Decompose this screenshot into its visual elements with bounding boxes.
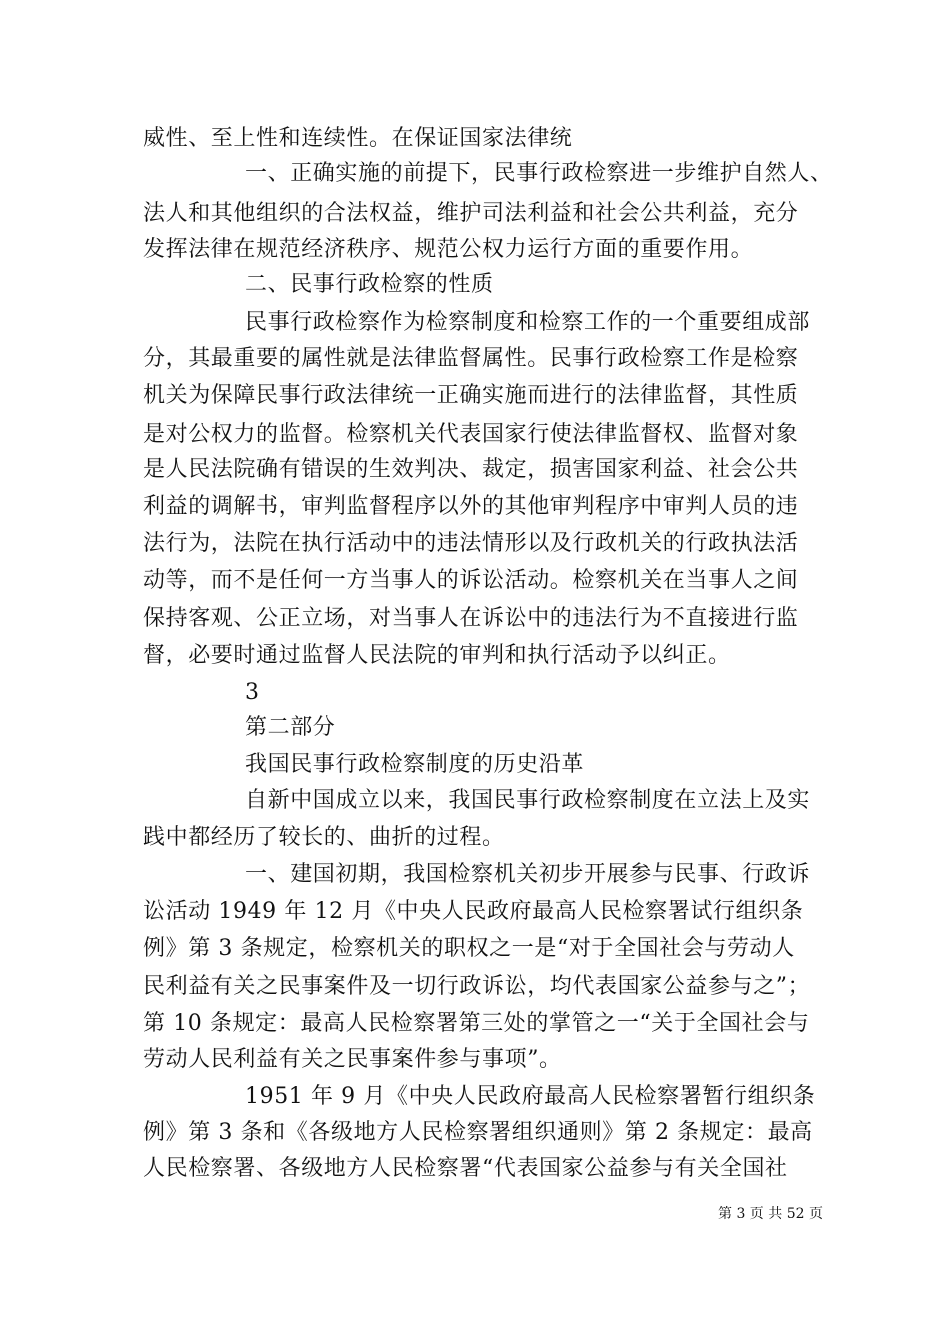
text-line: 机关为保障民事行政法律统一正确实施而进行的法律监督，其性质: [143, 383, 799, 408]
text-line: 自新中国成立以来，我国民事行政检察制度在立法上及实: [245, 788, 811, 813]
text-line: 人民检察署、各级地方人民检察署“代表国家公益参与有关全国社: [143, 1156, 788, 1181]
text-line: 发挥法律在规范经济秩序、规范公权力运行方面的重要作用。: [143, 237, 754, 262]
text-line: 例》第 3 条规定，检察机关的职权之一是“对于全国社会与劳动人: [143, 936, 795, 961]
text-line: 例》第 3 条和《各级地方人民检察署组织通则》第 2 条规定：最高: [143, 1120, 813, 1145]
text-line: 1951 年 9 月《中央人民政府最高人民检察署暂行组织条: [245, 1084, 816, 1109]
text-line: 一、正确实施的前提下，民事行政检察进一步维护自然人、: [245, 161, 833, 186]
text-line: 分，其最重要的属性就是法律监督属性。民事行政检察工作是检察: [143, 346, 799, 371]
text-line: 民事行政检察作为检察制度和检察工作的一个重要组成部: [245, 310, 811, 335]
text-line: 督，必要时通过监督人民法院的审判和执行活动予以纠正。: [143, 643, 731, 668]
text-line: 是人民法院确有错误的生效判决、裁定，损害国家利益、社会公共: [143, 457, 799, 482]
text-line: 法人和其他组织的合法权益，维护司法利益和社会公共利益，充分: [143, 201, 799, 226]
text-line: 践中都经历了较长的、曲折的过程。: [143, 825, 505, 850]
text-line: 法行为，法院在执行活动中的违法情形以及行政机关的行政执法活: [143, 531, 799, 556]
text-line: 一、建国初期，我国检察机关初步开展参与民事、行政诉: [245, 862, 811, 887]
section-heading: 二、民事行政检察的性质: [245, 272, 494, 297]
text-line: 利益的调解书，审判监督程序以外的其他审判程序中审判人员的违: [143, 494, 799, 519]
text-line: 是对公权力的监督。检察机关代表国家行使法律监督权、监督对象: [143, 422, 799, 447]
text-line: 动等，而不是任何一方当事人的诉讼活动。检察机关在当事人之间: [143, 568, 799, 593]
text-line: 讼活动 1949 年 12 月《中央人民政府最高人民检察署试行组织条: [143, 899, 804, 924]
part-title: 我国民事行政检察制度的历史沿革: [245, 752, 585, 777]
text-line: 民利益有关之民事案件及一切行政诉讼，均代表国家公益参与之”；: [143, 974, 811, 999]
text-line: 威性、至上性和连续性。在保证国家法律统: [143, 126, 573, 151]
page-footer: 第 3 页 共 52 页: [718, 1206, 823, 1222]
text-line: 劳动人民利益有关之民事案件参与事项”。: [143, 1047, 562, 1072]
part-heading: 第二部分: [245, 715, 336, 740]
page-number-inline: 3: [245, 680, 260, 705]
text-line: 第 10 条规定：最高人民检察署第三处的掌管之一“关于全国社会与: [143, 1011, 810, 1036]
text-line: 保持客观、公正立场，对当事人在诉讼中的违法行为不直接进行监: [143, 606, 799, 631]
